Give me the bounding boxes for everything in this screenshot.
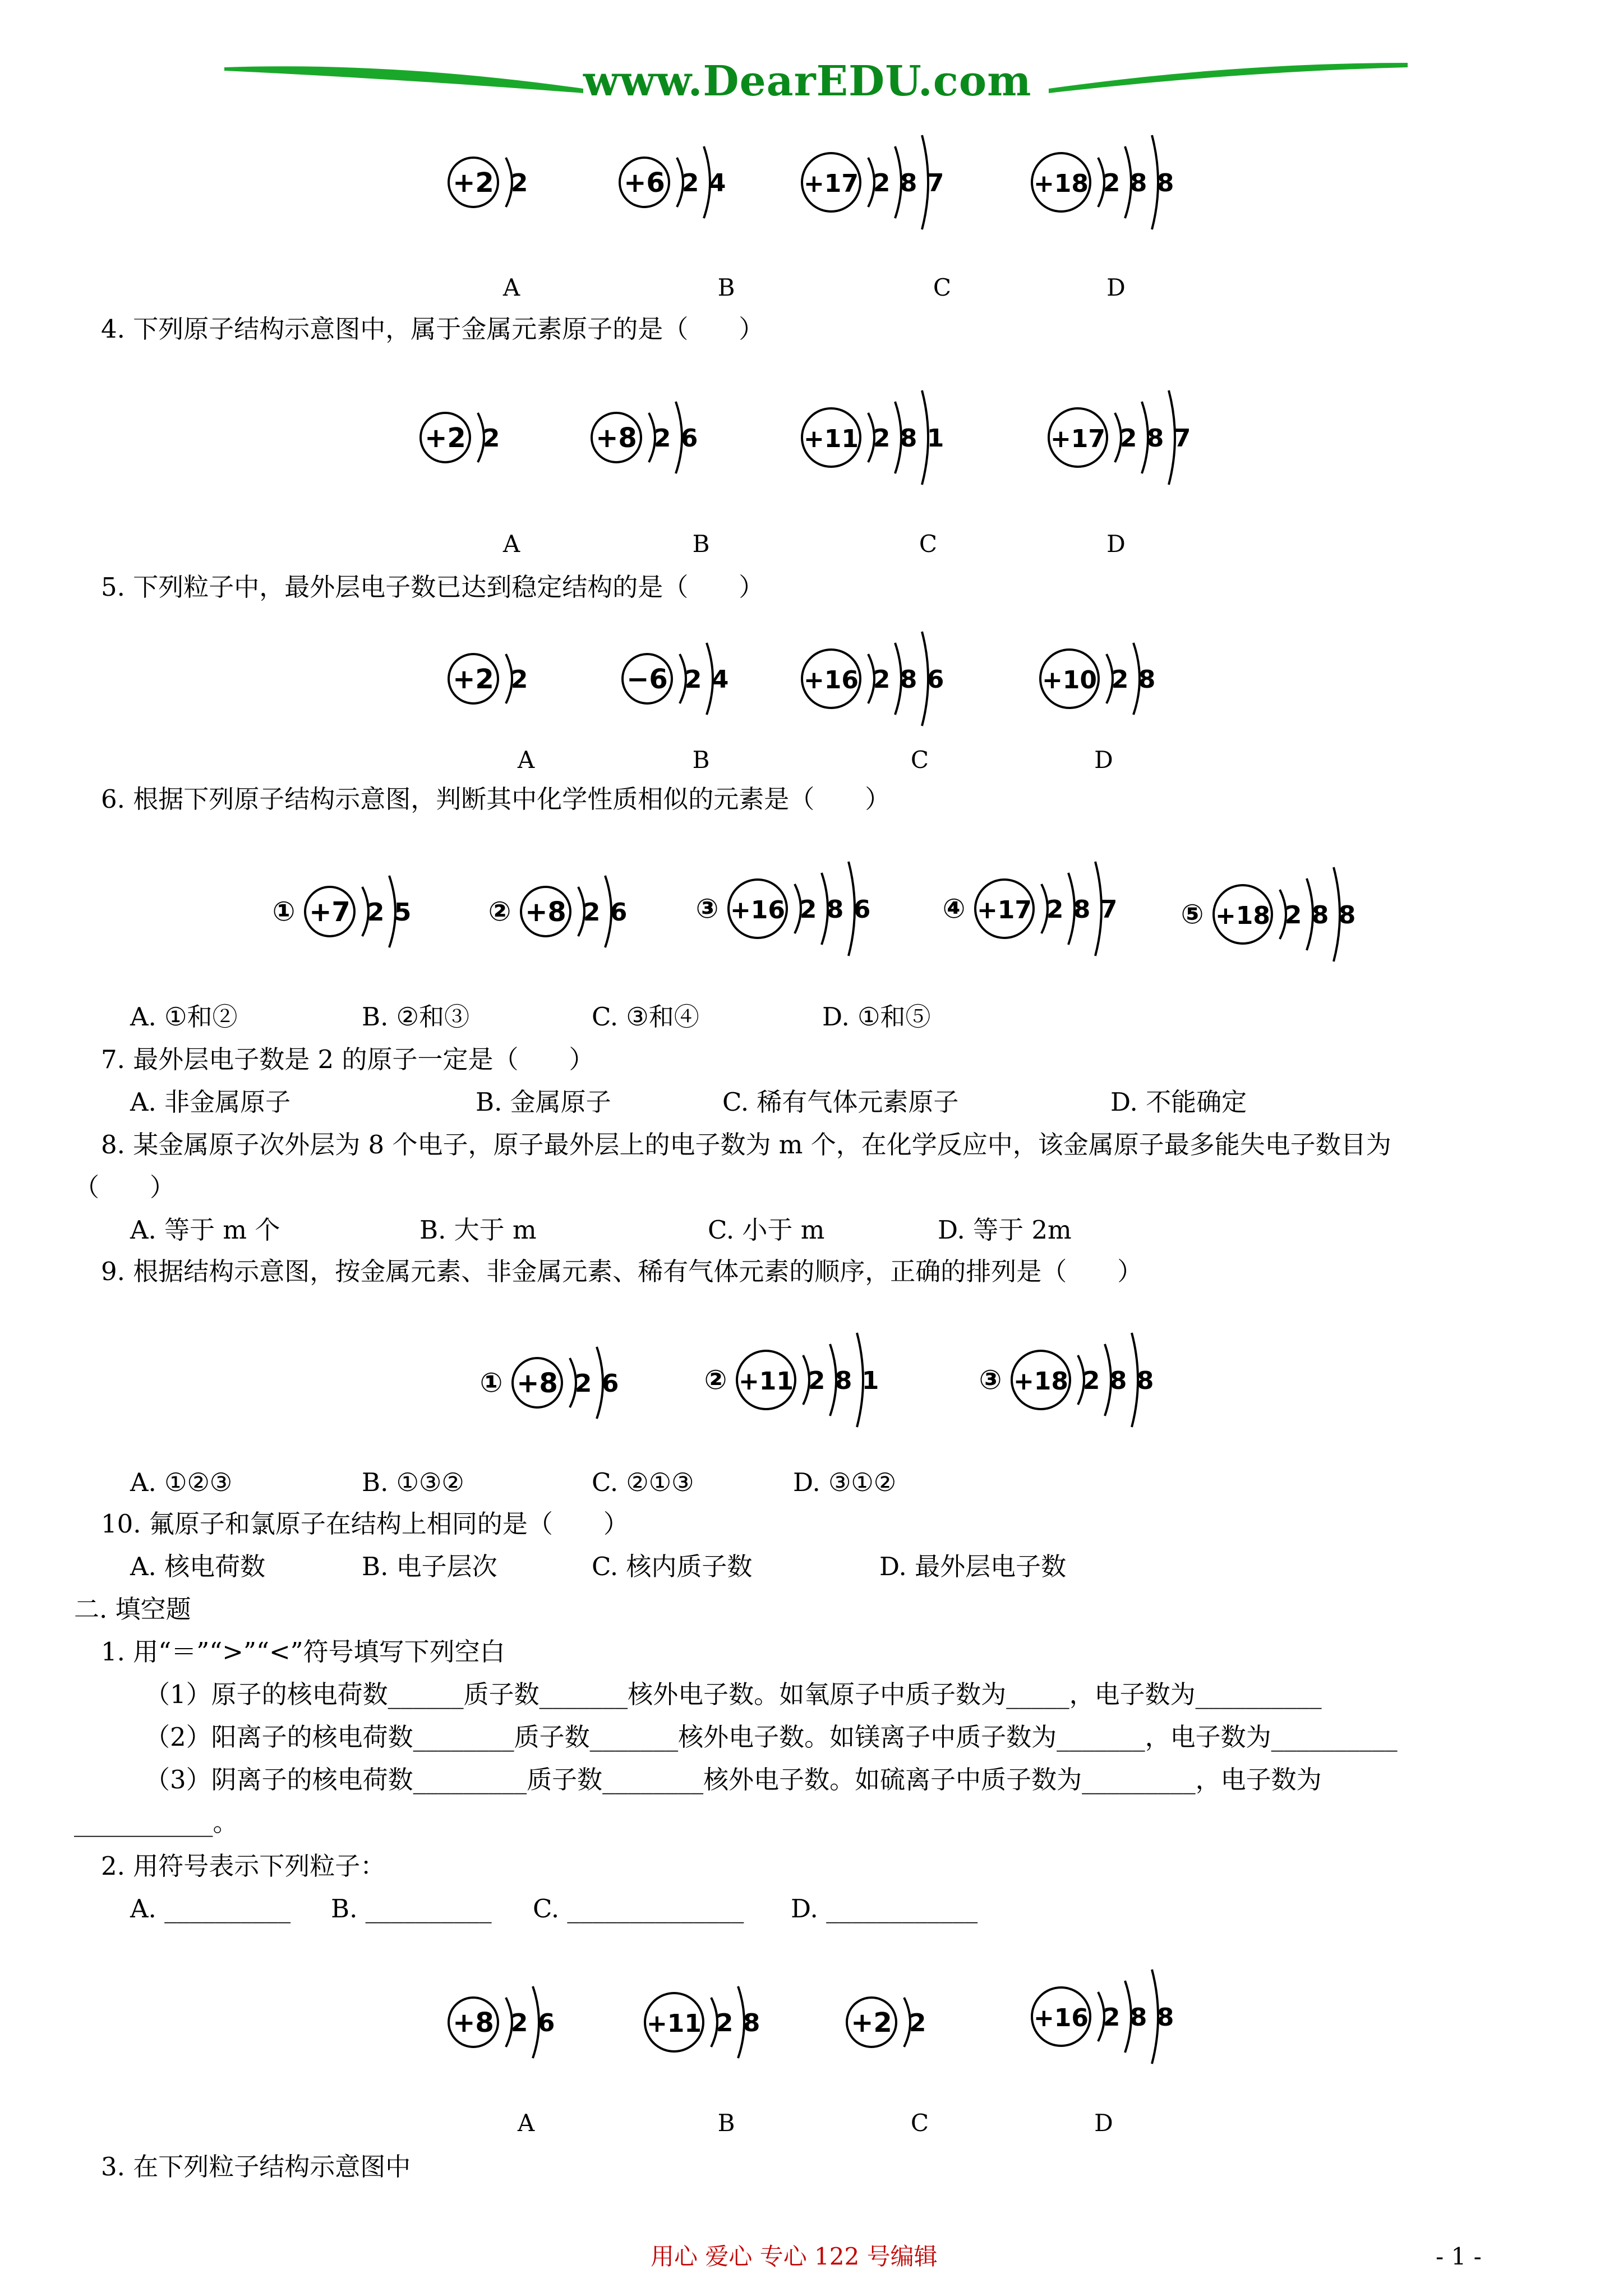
option-b: B. 金属原子 (476, 1087, 611, 1117)
nucleus-charge: +8 (453, 2007, 494, 2039)
shell-electron-count: 2 (684, 665, 702, 694)
fill-1-line-2: （2）阳离子的核电荷数________质子数_______核外电子数。如镁离子中质子数为_______，电子数为__________ (145, 1722, 1398, 1752)
shell-electron-count: 8 (1311, 901, 1329, 930)
option-label-a: A (502, 530, 520, 558)
shell-electron-count: 6 (537, 2009, 555, 2037)
shell-electron-count: 2 (873, 424, 891, 453)
option-label-a: A (502, 274, 520, 301)
question-10-stem: 10. 氟原子和氯原子在结构上相同的是（ ） (101, 1509, 629, 1539)
atom-diagram (586, 381, 732, 494)
option-c: C. ②①③ (592, 1467, 694, 1497)
shell-electron-count: 2 (583, 898, 601, 927)
shell-electron-count: 5 (394, 898, 412, 927)
shell-electron-count: 2 (681, 169, 699, 197)
shell-electron-count: 8 (900, 665, 917, 694)
shell-electron-count: 8 (1156, 2003, 1174, 2032)
shell-electron-count: 2 (873, 169, 891, 197)
option-label-d: D (1106, 274, 1126, 301)
question-8-stem: 8. 某金属原子次外层为 8 个电子，原子最外层上的电子数为 m 个，在化学反应中，该金属原子最多能失电子数目为 (101, 1130, 1391, 1159)
shell-electron-count: 2 (909, 2009, 926, 2037)
atom-diagram (443, 623, 555, 735)
option-label-a: A (517, 746, 535, 774)
fill-3-stem: 3. 在下列粒子结构示意图中 (101, 2152, 411, 2182)
nucleus-charge: +18 (1215, 901, 1271, 930)
shell-electron-count: 8 (1129, 2003, 1147, 2032)
atom-diagram (1035, 623, 1192, 735)
option-a: A. 核电荷数 (130, 1552, 266, 1581)
shell-electron-count: 8 (743, 2009, 760, 2037)
nucleus-charge: +6 (624, 167, 665, 199)
fill-1-line-4: ___________。 (74, 1807, 238, 1837)
option-label-d: D (1106, 530, 1126, 558)
option-a: A. 等于 m 个 (130, 1215, 280, 1245)
question-7-stem: 7. 最外层电子数是 2 的原子一定是（ ） (101, 1045, 594, 1074)
atom-diagram (1172, 841, 1396, 987)
question-8-stem-cont: （ ） (74, 1172, 176, 1202)
shell-electron-count: 1 (861, 1366, 879, 1395)
shell-electron-count: 8 (1109, 1366, 1127, 1395)
nucleus-charge: +8 (525, 896, 566, 928)
shell-electron-count: 8 (1136, 1366, 1154, 1395)
shell-electron-count: 8 (1129, 169, 1147, 197)
atom-diagram (970, 1307, 1195, 1453)
option-c: C. 小于 m (708, 1215, 825, 1245)
diagram-prefix: ③ (979, 1364, 1002, 1396)
atom-diagram (687, 841, 906, 976)
shell-electron-count: 8 (1338, 901, 1356, 930)
option-b: B. ①③② (362, 1467, 464, 1497)
question-4-stem: 4. 下列原子结构示意图中，属于金属元素原子的是（ ） (101, 314, 764, 344)
nucleus-charge: +2 (453, 167, 494, 199)
option-label-c: C (919, 530, 938, 558)
option-d: D. 最外层电子数 (879, 1552, 1067, 1581)
shell-electron-count: 8 (900, 424, 917, 453)
diagram-prefix: ① (479, 1367, 503, 1398)
atom-diagram (479, 847, 653, 976)
fill-1-stem: 1. 用“＝”“>”“<”符号填写下列空白 (101, 1637, 505, 1667)
atom-diagram (695, 1313, 909, 1447)
fill-2-blank-a: A. __________ (130, 1894, 291, 1924)
shell-electron-count: 2 (799, 895, 817, 924)
option-label-b: B (717, 274, 735, 301)
shell-electron-count: 7 (1173, 424, 1191, 453)
shell-electron-count: 2 (482, 424, 500, 453)
option-d: D. 等于 2m (938, 1215, 1072, 1245)
shell-electron-count: 2 (1046, 895, 1064, 924)
atom-diagram (841, 1966, 953, 2078)
shell-electron-count: 2 (1119, 424, 1137, 453)
page-number: - 1 - (1436, 2243, 1482, 2270)
option-a: A. ①和② (130, 1002, 238, 1032)
option-b: B. 大于 m (419, 1215, 537, 1245)
shell-electron-count: 6 (680, 424, 698, 453)
option-d: D. ③①② (793, 1467, 897, 1497)
shell-electron-count: 8 (826, 895, 844, 924)
question-9-stem: 9. 根据结构示意图，按金属元素、非金属元素、稀有气体元素的顺序，正确的排列是（ ） (101, 1257, 1143, 1286)
option-label-d: D (1094, 746, 1113, 774)
nucleus-charge: +16 (803, 666, 859, 694)
option-label-b: B (717, 2109, 735, 2137)
option-label-c: C (933, 274, 952, 301)
option-label-c: C (910, 746, 929, 774)
fill-2-blank-c: C. ______________ (533, 1894, 744, 1924)
shell-electron-count: 2 (1284, 901, 1302, 930)
option-label-a: A (517, 2109, 535, 2137)
shell-electron-count: 7 (926, 169, 944, 197)
nucleus-charge: +2 (453, 664, 494, 695)
nucleus-charge: +2 (851, 2007, 892, 2039)
section-title: 二. 填空题 (74, 1594, 191, 1624)
shell-electron-count: 2 (873, 665, 891, 694)
nucleus-charge: +8 (517, 1368, 558, 1399)
shell-electron-count: 2 (367, 898, 385, 927)
shell-electron-count: 2 (1103, 2003, 1121, 2032)
option-c: C. 稀有气体元素原子 (722, 1087, 959, 1117)
shell-electron-count: 7 (1100, 895, 1118, 924)
shell-electron-count: 8 (834, 1366, 852, 1395)
footer-note: 用心 爱心 专心 122 号编辑 (651, 2243, 938, 2270)
atom-diagram (614, 126, 760, 238)
option-d: D. 不能确定 (1110, 1087, 1247, 1117)
nucleus-charge: +7 (309, 896, 351, 928)
shell-electron-count: 2 (716, 2009, 734, 2037)
nucleus-charge: +10 (1041, 666, 1098, 694)
diagram-prefix: ② (704, 1364, 727, 1396)
shell-electron-count: 2 (808, 1366, 826, 1395)
option-label-c: C (910, 2109, 929, 2137)
nucleus-charge: +2 (425, 422, 466, 454)
option-c: C. ③和④ (592, 1002, 699, 1032)
atom-diagram (415, 381, 527, 494)
shell-electron-count: 4 (708, 169, 726, 197)
option-d: D. ①和⑤ (822, 1002, 931, 1032)
option-b: B. ②和③ (362, 1002, 470, 1032)
shell-electron-count: 2 (574, 1369, 592, 1398)
shell-electron-count: 8 (900, 169, 917, 197)
shell-electron-count: 6 (610, 898, 628, 927)
nucleus-charge: +18 (1013, 1367, 1069, 1396)
nucleus-charge: −6 (626, 664, 668, 695)
nucleus-charge: +8 (596, 422, 637, 454)
shell-electron-count: 2 (1082, 1366, 1100, 1395)
atom-diagram (639, 1966, 796, 2078)
option-a: A. ①②③ (130, 1467, 233, 1497)
atom-diagram (1043, 381, 1223, 494)
shell-electron-count: 2 (1111, 665, 1129, 694)
shell-electron-count: 4 (711, 665, 729, 694)
diagram-prefix: ⑤ (1181, 899, 1204, 930)
atom-diagram (443, 1966, 589, 2078)
atom-diagram (796, 381, 976, 494)
shell-electron-count: 6 (853, 895, 871, 924)
nucleus-charge: +18 (1033, 169, 1089, 198)
atom-diagram (934, 841, 1147, 976)
diagram-prefix: ③ (695, 893, 719, 924)
nucleus-charge: +11 (803, 425, 859, 453)
nucleus-charge: +17 (803, 169, 859, 198)
fill-2-stem: 2. 用符号表示下列粒子： (101, 1851, 386, 1881)
diagram-prefix: ④ (942, 893, 966, 924)
fill-2-blank-b: B. __________ (331, 1894, 492, 1924)
nucleus-charge: +11 (646, 2009, 702, 2038)
option-c: C. 核内质子数 (592, 1552, 753, 1581)
atom-diagram (1026, 126, 1206, 238)
site-brand: www.DearEDU.com (583, 57, 1032, 105)
shell-electron-count: 2 (510, 169, 528, 197)
shell-electron-count: 2 (1103, 169, 1121, 197)
shell-electron-count: 2 (510, 2009, 528, 2037)
fill-2-blank-d: D. ____________ (791, 1894, 978, 1924)
atom-diagram (617, 623, 763, 735)
nucleus-charge: +17 (1050, 425, 1106, 453)
option-b: B. 电子层次 (362, 1552, 497, 1581)
diagram-prefix: ① (272, 896, 296, 927)
nucleus-charge: +11 (738, 1367, 794, 1396)
fill-1-line-1: （1）原子的核电荷数______质子数_______核外电子数。如氧原子中质子数为_____，电子数为__________ (145, 1680, 1322, 1709)
shell-electron-count: 8 (1146, 424, 1164, 453)
option-label-b: B (692, 746, 710, 774)
question-5-stem: 5. 下列粒子中，最外层电子数已达到稳定结构的是（ ） (101, 572, 764, 602)
nucleus-charge: +16 (1033, 2004, 1089, 2032)
atom-diagram (264, 847, 437, 976)
shell-electron-count: 8 (1138, 665, 1156, 694)
fill-1-line-3: （3）阴离子的核电荷数_________质子数________核外电子数。如硫离子中质子数为_________，电子数为 (145, 1765, 1322, 1795)
shell-electron-count: 8 (1073, 895, 1091, 924)
atom-diagram (471, 1318, 645, 1447)
shell-electron-count: 6 (601, 1369, 619, 1398)
atom-diagram (443, 126, 555, 238)
diagram-prefix: ② (488, 896, 511, 927)
nucleus-charge: +16 (730, 896, 786, 924)
option-label-b: B (692, 530, 710, 558)
nucleus-charge: +17 (976, 896, 1032, 924)
shell-electron-count: 2 (653, 424, 671, 453)
shell-electron-count: 1 (926, 424, 944, 453)
question-6-stem: 6. 根据下列原子结构示意图，判断其中化学性质相似的元素是（ ） (101, 784, 891, 814)
atom-diagram (1026, 1952, 1206, 2081)
option-label-d: D (1094, 2109, 1113, 2137)
shell-electron-count: 2 (510, 665, 528, 694)
shell-electron-count: 6 (926, 665, 944, 694)
option-a: A. 非金属原子 (130, 1087, 291, 1117)
atom-diagram (796, 126, 976, 238)
shell-electron-count: 8 (1156, 169, 1174, 197)
atom-diagram (796, 623, 976, 735)
